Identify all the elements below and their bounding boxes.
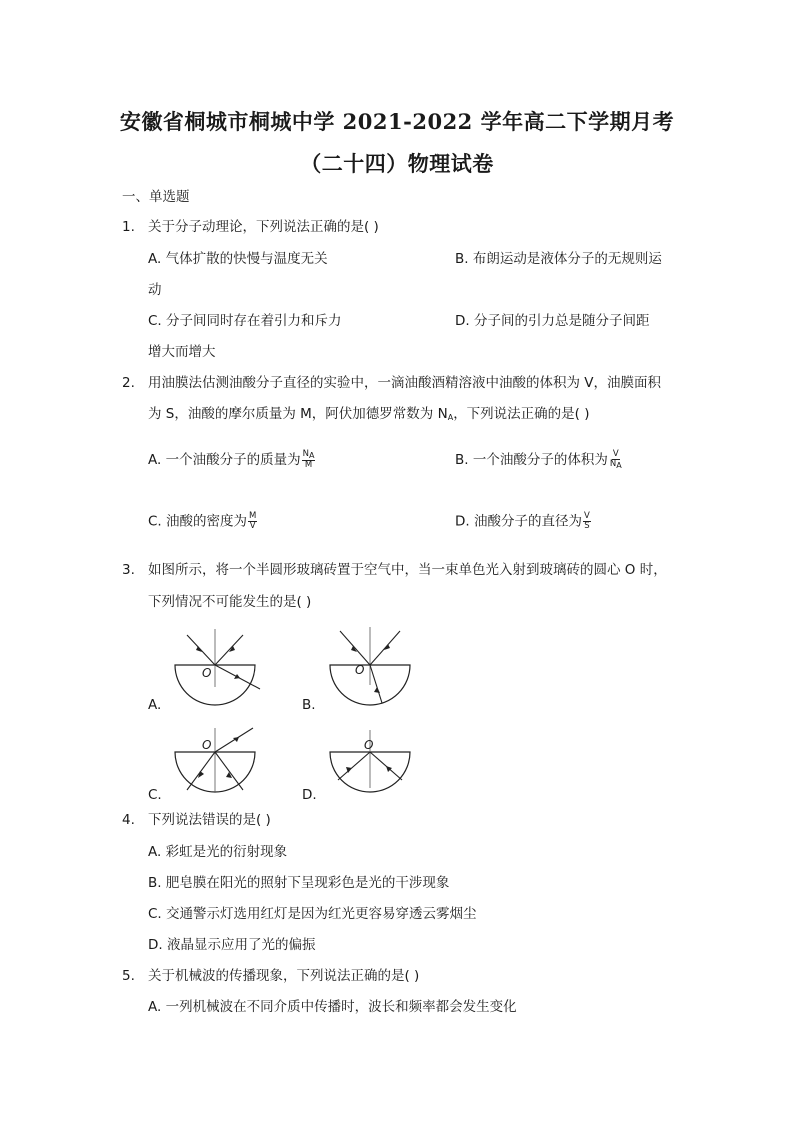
reflected-ray xyxy=(215,752,243,790)
q2-stem-text-b: ，下列说法正确的是( ) xyxy=(453,406,590,422)
q2-b-numerator: V xyxy=(612,449,619,459)
q3-number: 3. xyxy=(122,562,135,578)
q2-option-d-text: D. 油酸分子的直径为 xyxy=(455,513,582,530)
q2-d-denominator: S xyxy=(584,521,590,531)
q2-option-a-text: A. 一个油酸分子的质量为 xyxy=(148,452,301,468)
q1-option-d-cont: 增大而增大 xyxy=(148,344,216,360)
incident-ray xyxy=(187,635,215,665)
section-heading: 一、单选题 xyxy=(122,189,190,205)
q3-figure-d xyxy=(322,722,422,802)
center-o-label: O xyxy=(355,663,365,677)
page-title-line1: 安徽省桐城市桐城中学 2021-2022 学年高二下学期月考 xyxy=(119,109,675,134)
q3-figure-a xyxy=(165,625,265,705)
q2-stem-line2 xyxy=(148,405,590,427)
q4-number: 4. xyxy=(122,812,135,828)
q2-c-numerator: M xyxy=(249,511,257,521)
q4-stem: 下列说法错误的是( ) xyxy=(148,812,271,828)
q2-option-c xyxy=(148,512,257,531)
center-o-label: O xyxy=(202,666,212,680)
incident-ray xyxy=(340,631,370,665)
q2-stem-line1: 用油膜法估测油酸分子直径的实验中，一滴油酸酒精溶液中油酸的体积为 V，油膜面积 xyxy=(148,375,662,391)
arrow-icon xyxy=(374,687,380,693)
q3-label-b: B. xyxy=(302,697,316,713)
q3-figure-b xyxy=(322,625,422,705)
reflected-ray xyxy=(370,631,400,665)
q2-stem-subscript: A xyxy=(447,413,454,422)
q3-label-d: D. xyxy=(302,787,317,803)
q5-stem: 关于机械波的传播现象，下列说法正确的是( ) xyxy=(148,968,420,984)
q2-option-d xyxy=(455,512,591,531)
q2-c-denominator: V xyxy=(249,521,256,531)
q2-option-d-fraction xyxy=(583,512,591,531)
q2-a-denominator: M xyxy=(304,460,313,470)
q2-stem-text-a: 为 S，油酸的摩尔质量为 M，阿伏加德罗常数为 N xyxy=(148,406,448,422)
q2-a-numerator: N xyxy=(302,449,309,459)
reflected-ray xyxy=(338,752,370,780)
q2-option-b-text: B. 一个油酸分子的体积为 xyxy=(455,452,608,468)
q2-b-denominator-sub: A xyxy=(616,461,622,470)
q1-stem: 关于分子动理论，下列说法正确的是( ) xyxy=(148,219,379,235)
center-o-label: O xyxy=(364,738,374,752)
q1-option-a: A. 气体扩散的快慢与温度无关 xyxy=(148,251,328,267)
q3-label-a: A. xyxy=(148,697,162,713)
q4-option-b: B. 肥皂膜在阳光的照射下呈现彩色是光的干涉现象 xyxy=(148,875,450,891)
q1-number: 1. xyxy=(122,219,135,235)
q2-option-b xyxy=(455,450,623,470)
q3-label-c: C. xyxy=(148,787,162,803)
q2-a-numerator-sub: A xyxy=(308,451,315,460)
q2-option-c-text: C. 油酸的密度为 xyxy=(148,513,248,530)
refracted-ray xyxy=(370,665,382,703)
q2-option-a xyxy=(148,450,315,470)
q2-option-b-fraction xyxy=(609,450,623,470)
q5-number: 5. xyxy=(122,968,135,984)
q2-option-c-fraction xyxy=(248,512,257,531)
reflected-ray xyxy=(215,635,243,665)
q2-d-numerator: V xyxy=(583,511,590,521)
arrow-icon xyxy=(384,644,390,650)
q3-figure-c xyxy=(165,722,265,802)
center-o-label: O xyxy=(202,738,212,752)
q1-option-c: C. 分子间同时存在着引力和斥力 xyxy=(148,313,342,329)
q3-stem-line2: 下列情况不可能发生的是( ) xyxy=(148,594,312,610)
q3-stem-line1: 如图所示，将一个半圆形玻璃砖置于空气中，当一束单色光入射到玻璃砖的圆心 O 时， xyxy=(148,562,667,578)
arrow-icon xyxy=(196,646,202,652)
page-title-line2: （二十四）物理试卷 xyxy=(300,151,494,176)
q2-number: 2. xyxy=(122,375,135,391)
q1-option-b-cont: 动 xyxy=(148,282,162,298)
q2-option-a-fraction xyxy=(302,450,316,470)
q5-option-a: A. 一列机械波在不同介质中传播时，波长和频率都会发生变化 xyxy=(148,999,517,1015)
q4-option-d: D. 液晶显示应用了光的偏振 xyxy=(148,937,316,953)
q1-option-d: D. 分子间的引力总是随分子间距 xyxy=(455,313,650,329)
q1-option-b: B. 布朗运动是液体分子的无规则运 xyxy=(455,251,662,267)
q4-option-c: C. 交通警示灯选用红灯是因为红光更容易穿透云雾烟尘 xyxy=(148,906,477,922)
incident-ray xyxy=(187,752,215,790)
q4-option-a: A. 彩虹是光的衍射现象 xyxy=(148,844,288,860)
q2-b-denominator: N xyxy=(609,459,617,469)
arrow-icon xyxy=(226,772,232,778)
refracted-ray xyxy=(215,728,253,752)
